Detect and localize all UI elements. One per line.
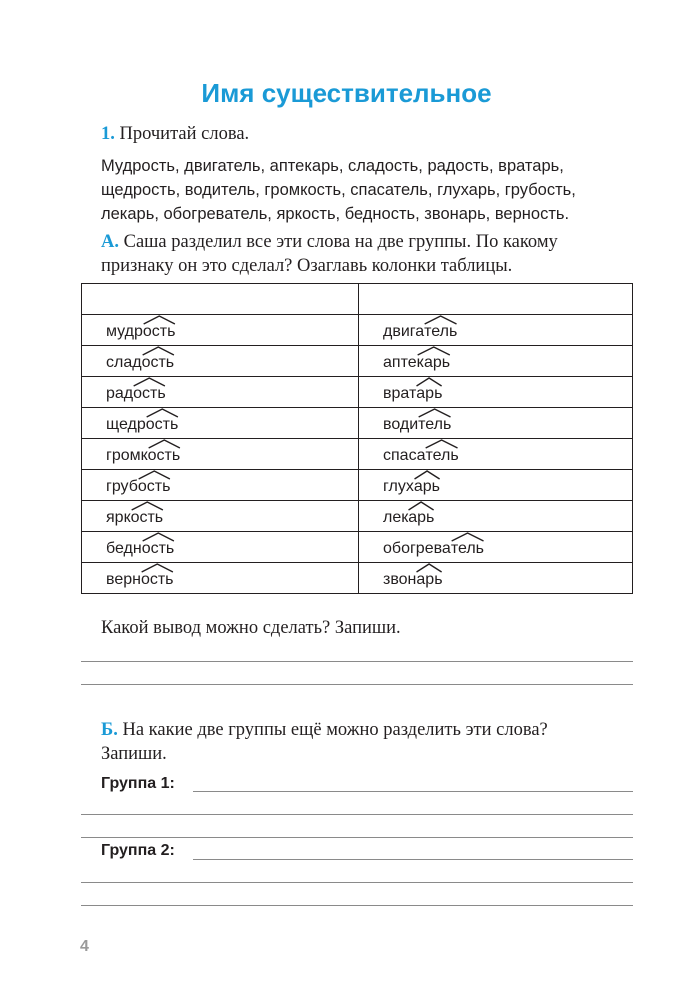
word-suffix — [138, 478, 171, 496]
table-cell — [82, 563, 359, 594]
table-word — [383, 509, 434, 527]
table-cell — [82, 377, 359, 408]
word-suffix-text: арь — [416, 571, 443, 588]
answer-line-2[interactable] — [81, 684, 633, 685]
word-stem: апте — [383, 354, 417, 371]
word-suffix-text: ость — [133, 385, 166, 402]
table-word — [383, 323, 457, 341]
table-word — [383, 354, 450, 372]
word-suffix — [146, 416, 179, 434]
word-suffix-text: тель — [450, 540, 484, 557]
table-row — [82, 470, 633, 501]
suffix-arc-icon — [143, 315, 176, 325]
word-stem: двига — [383, 323, 425, 340]
table-row — [82, 315, 633, 346]
word-stem: обогрева — [383, 540, 451, 557]
suffix-arc-icon — [417, 346, 450, 356]
word-suffix — [451, 540, 484, 558]
suffix-arc-icon — [131, 501, 164, 511]
word-suffix — [142, 540, 175, 558]
table-cell — [82, 408, 359, 439]
table-word — [383, 416, 451, 434]
word-suffix-text: тель — [425, 447, 459, 464]
suffix-arc-icon — [425, 439, 458, 449]
table-row — [82, 439, 633, 470]
suffix-arc-icon — [133, 377, 166, 387]
word-suffix — [425, 447, 458, 465]
word-suffix — [416, 385, 442, 403]
word-stem: верн — [106, 571, 141, 588]
table-word — [106, 447, 180, 465]
table-cell — [359, 377, 633, 408]
word-suffix-text: ость — [141, 540, 175, 557]
table-cell — [82, 346, 359, 377]
table-word — [383, 571, 443, 589]
part-b-instruction — [101, 718, 646, 766]
table-row — [82, 501, 633, 532]
word-suffix-text: тель — [418, 416, 452, 433]
part-a-line2: признаку он это сделал? Озаглавь колонки таблицы. — [101, 256, 513, 276]
word-suffix — [142, 354, 175, 372]
word-suffix-text: ость — [142, 323, 176, 340]
word-list — [101, 154, 646, 226]
word-suffix — [408, 509, 434, 527]
word-suffix — [414, 478, 440, 496]
column-2-header-field[interactable] — [359, 284, 633, 315]
word-groups-table — [81, 283, 633, 594]
table-word — [106, 478, 170, 496]
answer-line-1[interactable] — [81, 661, 633, 662]
word-suffix-text: ость — [137, 478, 171, 495]
part-a-line1: Саша разделил все эти слова на две группы. По какому — [123, 232, 558, 252]
group-1-answer-line[interactable] — [81, 837, 633, 838]
table-word — [106, 354, 174, 372]
word-stem: рад — [106, 385, 134, 402]
table-word — [383, 385, 442, 403]
word-list-line: лекарь, обогреватель, яркость, бедность, звонарь, верность. — [101, 205, 570, 223]
suffix-arc-icon — [148, 439, 181, 449]
table-cell — [359, 501, 633, 532]
suffix-arc-icon — [424, 315, 457, 325]
word-list-line: щедрость, водитель, громкость, спасатель, глухарь, грубость, — [101, 181, 576, 199]
group-1-answer-line[interactable] — [81, 814, 633, 815]
table-cell — [82, 532, 359, 563]
suffix-arc-icon — [408, 501, 434, 511]
suffix-arc-icon — [416, 563, 442, 573]
word-suffix-text: ость — [141, 354, 175, 371]
suffix-arc-icon — [414, 470, 440, 480]
word-suffix — [143, 323, 176, 341]
group-2-label: Группа 2: — [101, 842, 175, 859]
column-1-header-field[interactable] — [82, 284, 359, 315]
table-cell — [359, 470, 633, 501]
table-word — [106, 416, 178, 434]
word-list-line: Мудрость, двигатель, аптекарь, сладость, радость, вратарь, — [101, 157, 564, 175]
word-stem: спаса — [383, 447, 426, 464]
word-stem: бедн — [106, 540, 142, 557]
suffix-arc-icon — [141, 563, 174, 573]
word-suffix — [417, 354, 450, 372]
word-stem: громк — [106, 447, 148, 464]
word-stem: щедр — [106, 416, 146, 433]
table-cell — [359, 408, 633, 439]
conclusion-question: Какой вывод можно сделать? Запиши. — [101, 618, 401, 638]
table-header-row — [82, 284, 633, 315]
word-suffix — [131, 509, 164, 527]
table-word — [383, 540, 484, 558]
task-1-instruction — [101, 122, 249, 146]
part-a-instruction — [101, 230, 646, 278]
table-row — [82, 346, 633, 377]
suffix-arc-icon — [418, 408, 451, 418]
word-suffix-text: ость — [130, 509, 164, 526]
part-b-letter: Б. — [101, 720, 118, 740]
table-cell — [359, 563, 633, 594]
group-2-answer-line[interactable] — [81, 882, 633, 883]
word-suffix-text: ость — [140, 571, 174, 588]
word-suffix — [418, 416, 451, 434]
part-a-letter: А. — [101, 232, 119, 252]
word-suffix — [424, 323, 457, 341]
suffix-arc-icon — [416, 377, 442, 387]
group-2-answer-line[interactable] — [81, 905, 633, 906]
table-word — [106, 571, 174, 589]
table-cell — [359, 439, 633, 470]
word-stem: звон — [383, 571, 417, 588]
table-word — [383, 447, 459, 465]
word-suffix — [141, 571, 174, 589]
word-stem: ярк — [106, 509, 131, 526]
table-cell — [82, 501, 359, 532]
word-suffix — [148, 447, 181, 465]
suffix-arc-icon — [142, 532, 175, 542]
group-2-answer-line[interactable] — [193, 859, 633, 860]
table-cell — [359, 315, 633, 346]
word-stem: лек — [383, 509, 409, 526]
table-word — [383, 478, 440, 496]
table-cell — [82, 315, 359, 346]
word-suffix-text: арь — [408, 509, 435, 526]
task-text: Прочитай слова. — [119, 124, 250, 144]
table-cell — [82, 470, 359, 501]
page-number: 4 — [80, 938, 89, 955]
word-suffix — [133, 385, 166, 403]
suffix-arc-icon — [451, 532, 484, 542]
word-suffix-text: арь — [416, 385, 443, 402]
word-stem: слад — [106, 354, 142, 371]
table-cell — [82, 439, 359, 470]
table-row — [82, 377, 633, 408]
table-row — [82, 408, 633, 439]
word-stem: груб — [106, 478, 138, 495]
word-suffix-text: ость — [147, 447, 181, 464]
word-stem: мудр — [106, 323, 143, 340]
table-word — [106, 385, 166, 403]
task-number: 1. — [101, 124, 115, 144]
group-1-label: Группа 1: — [101, 775, 175, 792]
suffix-arc-icon — [142, 346, 175, 356]
word-stem: води — [383, 416, 419, 433]
word-suffix-text: тель — [424, 323, 458, 340]
part-b-line1: На какие две группы ещё можно разделить эти слова? — [122, 720, 548, 740]
suffix-arc-icon — [138, 470, 171, 480]
table-word — [106, 540, 174, 558]
word-suffix-text: арь — [413, 478, 440, 495]
table-row — [82, 532, 633, 563]
table-cell — [359, 346, 633, 377]
table-word — [106, 509, 163, 527]
word-stem: врат — [383, 385, 417, 402]
table-row — [82, 563, 633, 594]
word-stem: глух — [383, 478, 414, 495]
table-word — [106, 323, 175, 341]
page-title: Имя существительное — [201, 78, 492, 108]
word-suffix — [416, 571, 442, 589]
group-1-answer-line[interactable] — [193, 791, 633, 792]
word-suffix-text: ость — [145, 416, 179, 433]
word-suffix-text: карь — [416, 354, 451, 371]
part-b-line2: Запиши. — [101, 744, 167, 764]
table-cell — [359, 532, 633, 563]
suffix-arc-icon — [146, 408, 179, 418]
